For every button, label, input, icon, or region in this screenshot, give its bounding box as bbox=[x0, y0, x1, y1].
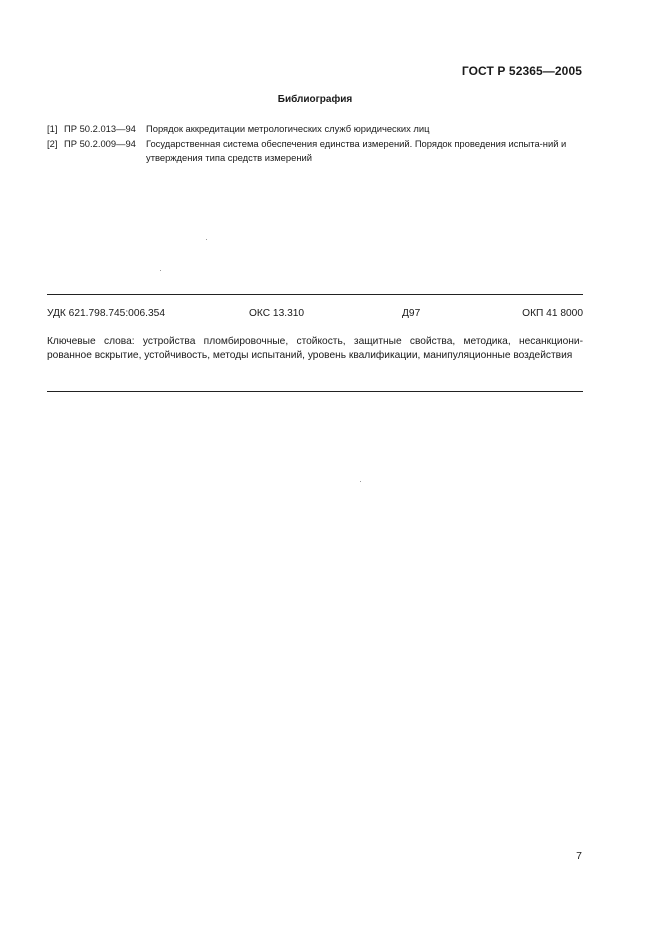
bibliography-item-text: Порядок аккредитации метрологических служб юридических лиц bbox=[146, 123, 430, 134]
bibliography-item-number: [1] bbox=[47, 123, 58, 134]
bibliography-item-code: ПР 50.2.013—94 bbox=[64, 123, 136, 134]
bibliography-title: Библиография bbox=[277, 94, 353, 105]
udk-code: УДК 621.798.745:006.354 bbox=[47, 308, 165, 319]
page-number: 7 bbox=[576, 850, 582, 862]
keywords-paragraph: Ключевые слова: устройства пломбировочные, стойкость, защитные свойства, методика, несанкциони-рованное вскрытие, устойчивость, методы испытаний, уровень квалификации, манипуляционные воздействия bbox=[47, 336, 583, 361]
group-code: Д97 bbox=[402, 308, 421, 319]
divider-bottom bbox=[47, 391, 583, 392]
bibliography-item bbox=[47, 122, 587, 136]
scan-speck bbox=[206, 239, 207, 240]
oks-code: ОКС 13.310 bbox=[249, 308, 305, 319]
okp-code: ОКП 41 8000 bbox=[522, 308, 583, 319]
bibliography-item-text: Государственная система обеспечения единства измерений. Порядок проведения испыта-ний и утверждения типа средств измерений bbox=[146, 138, 567, 163]
classification-row bbox=[47, 308, 583, 322]
divider-top bbox=[47, 294, 583, 295]
document-id: ГОСТ Р 52365—2005 bbox=[461, 64, 582, 78]
bibliography-list bbox=[47, 122, 587, 166]
bibliography-item-code: ПР 50.2.009—94 bbox=[64, 138, 136, 149]
bibliography-item bbox=[47, 137, 587, 165]
bibliography-item-number: [2] bbox=[47, 138, 58, 149]
scan-speck bbox=[160, 270, 161, 271]
scan-speck bbox=[360, 481, 361, 482]
